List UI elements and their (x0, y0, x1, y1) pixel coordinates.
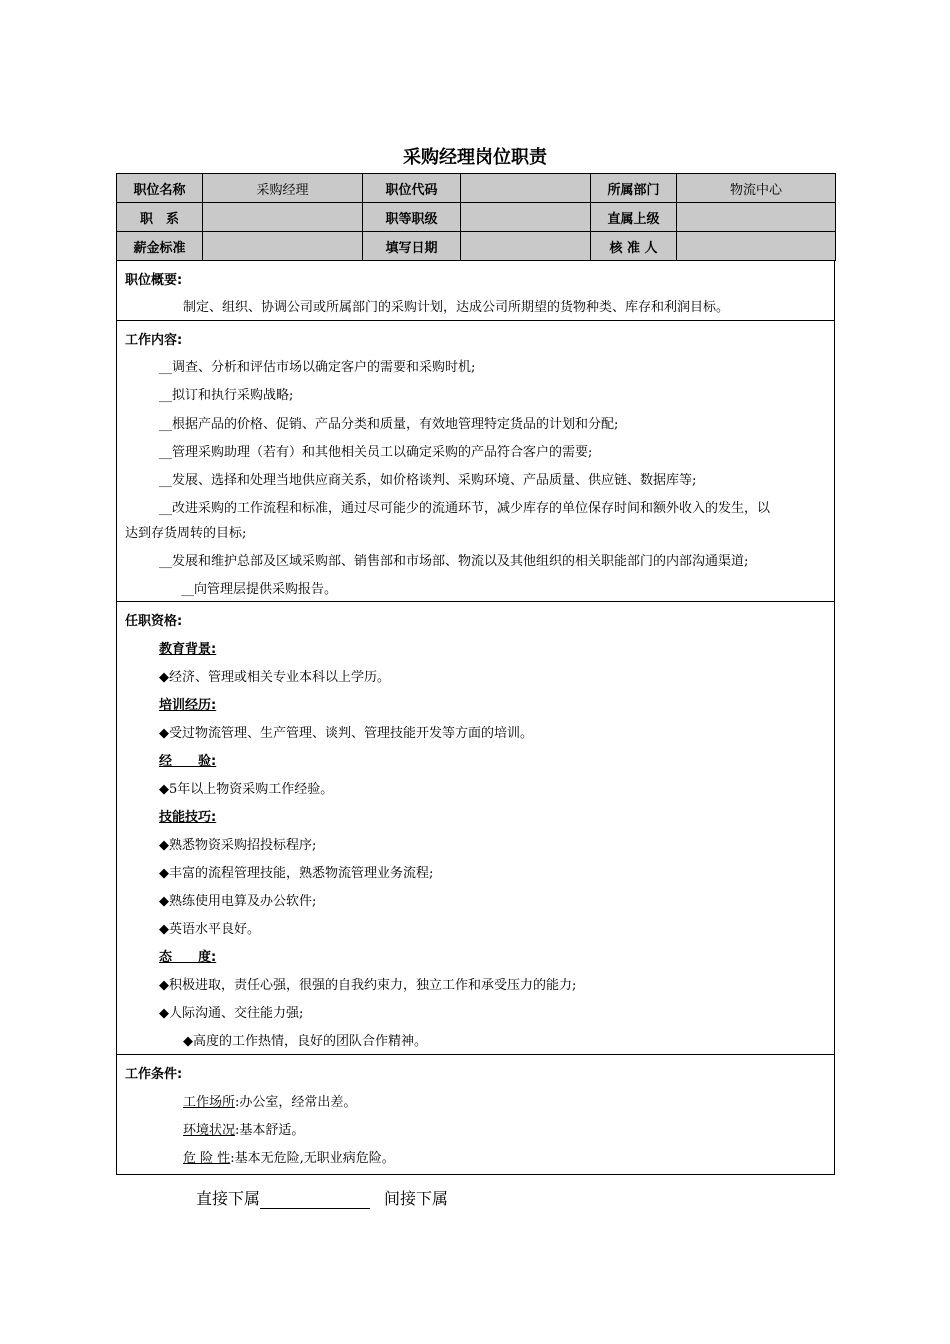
condition-value: :基本无危险,无职业病危险。 (230, 1151, 395, 1166)
duty-item-continued: 达到存货周转的目标; (125, 526, 247, 541)
duty-item: __管理采购助理（若有）和其他相关员工以确定采购的产品符合客户的需要; (159, 445, 593, 460)
footer-indirect (384, 1186, 448, 1209)
header-value-cell[interactable] (677, 232, 836, 261)
condition-item (183, 1091, 356, 1110)
footer-direct (196, 1186, 370, 1209)
skills-label: 技能技巧: (159, 810, 217, 825)
condition-item (183, 1119, 304, 1138)
header-row (117, 203, 836, 232)
header-value-cell[interactable] (203, 232, 363, 261)
header-label-cell: 职位代码 (363, 174, 461, 203)
skill-item: ◆丰富的流程管理技能，熟悉物流管理业务流程; (159, 866, 434, 881)
header-label-cell: 职 系 (117, 203, 203, 232)
experience-text: ◆5年以上物资采购工作经验。 (159, 782, 334, 797)
duties-heading: 工作内容: (125, 333, 183, 348)
condition-item (183, 1147, 395, 1166)
overview-section (116, 260, 835, 321)
skill-item: ◆熟练使用电算及办公软件; (159, 894, 317, 909)
duty-item: __向管理层提供采购报告。 (181, 582, 338, 597)
attitude-item: ◆人际沟通、交往能力强; (159, 1006, 304, 1021)
education-text: ◆经济、管理或相关专业本科以上学历。 (159, 670, 390, 685)
header-value-cell[interactable] (461, 203, 591, 232)
duty-item: __改进采购的工作流程和标准，通过尽可能少的流通环节，减少库存的单位保存时间和额外收入的发生，以 (159, 501, 771, 516)
header-value-cell[interactable] (677, 203, 836, 232)
condition-label: 环境状况 (183, 1123, 236, 1138)
duties-section (116, 321, 835, 602)
header-value-cell[interactable]: 采购经理 (203, 174, 363, 203)
header-row (117, 232, 836, 261)
duty-item: __发展、选择和处理当地供应商关系，如价格谈判、采购环境、产品质量、供应链、数据库等; (159, 473, 697, 488)
header-label-cell: 薪金标准 (117, 232, 203, 261)
condition-value: :基本舒适。 (235, 1123, 305, 1138)
skill-item: ◆英语水平良好。 (159, 922, 260, 937)
header-value-cell[interactable] (203, 203, 363, 232)
attitude-item: ◆高度的工作热情，良好的团队合作精神。 (183, 1034, 427, 1049)
overview-text: 制定、组织、协调公司或所属部门的采购计划，达成公司所期望的货物种类、库存和利润目标。 (183, 300, 730, 315)
header-value-cell[interactable] (461, 232, 591, 261)
overview-heading: 职位概要: (125, 273, 183, 288)
experience-label: 经 验: (159, 754, 217, 769)
attitude-label: 态 度: (159, 950, 217, 965)
header-value-cell[interactable] (461, 174, 591, 203)
header-row (117, 174, 836, 203)
duty-item: __拟订和执行采购战略; (159, 388, 294, 403)
header-label-cell: 填写日期 (363, 232, 461, 261)
skill-item: ◆熟悉物资采购招投标程序; (159, 838, 317, 853)
duty-item: __发展和维护总部及区域采购部、销售部和市场部、物流以及其他组织的相关职能部门的内部沟通渠道; (159, 554, 749, 569)
education-label: 教育背景: (159, 642, 217, 657)
header-label-cell: 职位名称 (117, 174, 203, 203)
header-label-cell: 所属部门 (591, 174, 677, 203)
conditions-section (116, 1055, 835, 1175)
qualifications-section (116, 602, 835, 1055)
qualifications-heading: 任职资格: (125, 614, 183, 629)
condition-label: 危 险 性 (183, 1151, 231, 1166)
condition-label: 工作场所 (183, 1095, 236, 1110)
duty-item: __调查、分析和评估市场以确定客户的需要和采购时机; (159, 360, 476, 375)
page-title: 采购经理岗位职责 (403, 147, 547, 168)
header-label-cell: 职等职级 (363, 203, 461, 232)
direct-subordinate-label: 直接下属 (196, 1189, 261, 1208)
header-table (116, 173, 836, 261)
training-text: ◆受过物流管理、生产管理、谈判、管理技能开发等方面的培训。 (159, 726, 533, 741)
training-label: 培训经历: (159, 698, 217, 713)
header-label-cell: 核 准 人 (591, 232, 677, 261)
conditions-heading: 工作条件: (125, 1067, 183, 1082)
direct-subordinate-blank[interactable] (260, 1194, 370, 1209)
attitude-item: ◆积极进取，责任心强，很强的自我约束力，独立工作和承受压力的能力; (159, 978, 577, 993)
indirect-subordinate-label: 间接下属 (384, 1189, 449, 1208)
header-value-cell[interactable]: 物流中心 (677, 174, 836, 203)
condition-value: :办公室，经常出差。 (235, 1095, 357, 1110)
duty-item: __根据产品的价格、促销、产品分类和质量，有效地管理特定货品的计划和分配; (159, 417, 619, 432)
header-label-cell: 直属上级 (591, 203, 677, 232)
